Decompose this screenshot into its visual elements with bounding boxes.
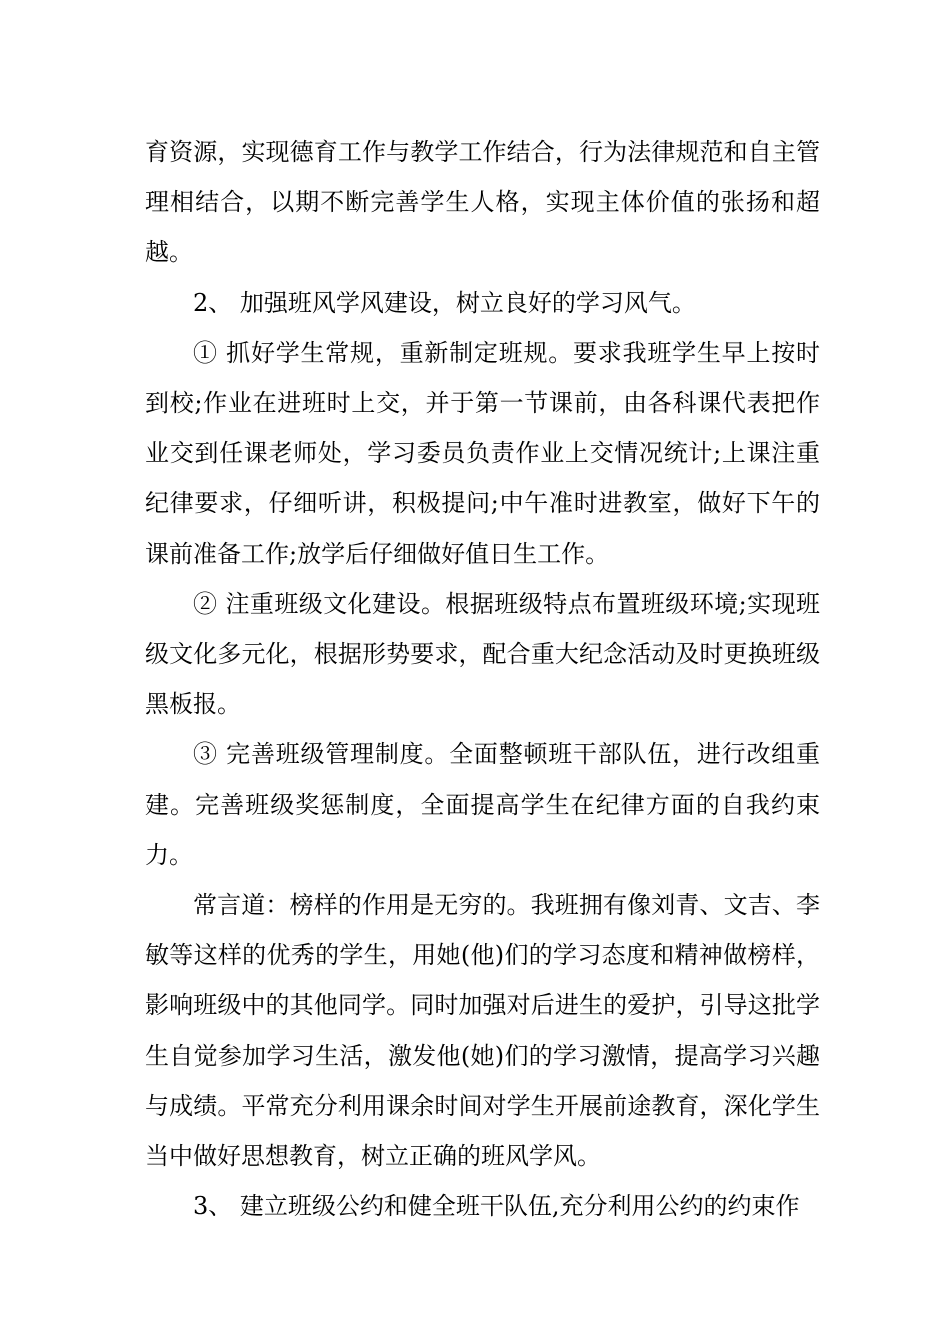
paragraph-item-1: ① 抓好学生常规，重新制定班规。要求我班学生早上按时到校;作业在进班时上交，并于第一节课前，由各科课代表把作业交到任课老师处，学习委员负责作业上交情况统计;上课注重纪律要求，仔细听讲，积极提问;中午准时进教室，做好下午的课前准备工作;放学后仔细做好值日生工作。	[145, 338, 820, 568]
paragraph-item-3: ③ 完善班级管理制度。全面整顿班干部队伍，进行改组重建。完善班级奖惩制度，全面提高学生在纪律方面的自我约束力。	[145, 740, 820, 869]
paragraph-section-3-heading: 3、 建立班级公约和健全班干队伍,充分利用公约的约束作	[193, 1192, 800, 1221]
document-body	[145, 127, 820, 1231]
paragraph-continuation: 育资源，实现德育工作与教学工作结合，行为法律规范和自主管理相结合，以期不断完善学生人格，实现主体价值的张扬和超越。	[145, 138, 820, 267]
paragraph-item-2: ② 注重班级文化建设。根据班级特点布置班级环境;实现班级文化多元化，根据形势要求，配合重大纪念活动及时更换班级黑板报。	[145, 589, 820, 719]
paragraph-role-models: 常言道：榜样的作用是无穷的。我班拥有像刘青、文吉、李敏等这样的优秀的学生，用她(他)们的学习态度和精神做榜样，影响班级中的其他同学。同时加强对后进生的爱护，引导这批学生自觉参加学习生活，激发他(她)们的学习激情，提高学习兴趣与成绩。平常充分利用课余时间对学生开展前途教育，深化学生当中做好思想教育，树立正确的班风学风。	[145, 891, 820, 1171]
paragraph-section-2-heading: 2、 加强班风学风建设，树立良好的学习风气。	[193, 288, 696, 317]
